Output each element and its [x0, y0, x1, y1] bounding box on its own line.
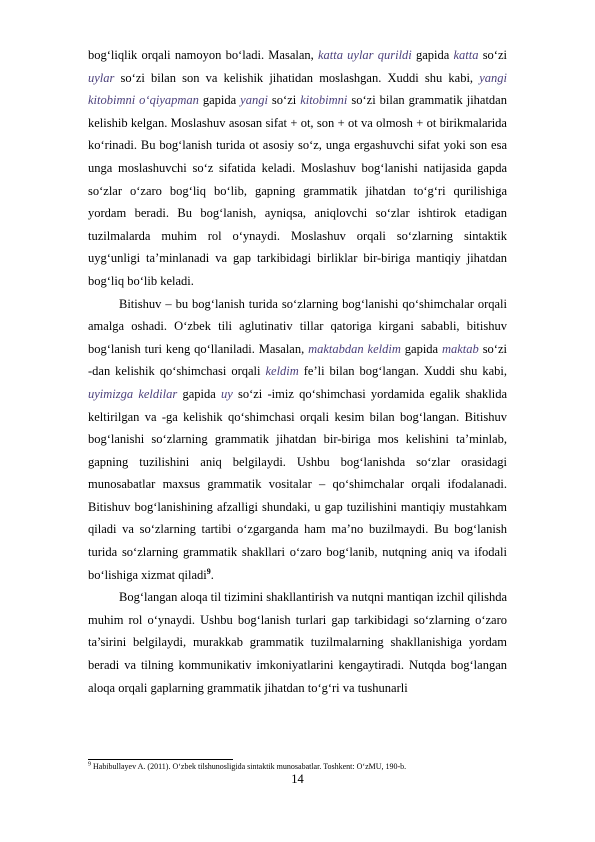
- example-word: keldim: [265, 364, 299, 379]
- text-run: Bog‘langan aloqa til tizimini shakllantirish va nutqni mantiqan izchil qilishda muhim rol o‘ynaydi. Ushbu bog‘lanish turlari gap tarkibidagi so‘zlarning o‘zaro ta’sirini belgilaydi, murakkab grammatik tuzilmalarning shakllanishiga yordam beradi va tilning kommunikativ imkoniyatlarini kengaytiradi. Nutqda bog‘langan aloqa orqali gaplarning grammatik jihatdan to‘g‘ri va tushunarli: [88, 590, 507, 695]
- text-run: bog‘liqlik orqali namoyon bo‘ladi. Masalan,: [88, 48, 318, 62]
- footnote-divider: [88, 759, 233, 760]
- text-run: Bitishuv – bu bog‘lanish turida so‘zlarning bog‘lanishi qo‘shimchalar orqali amalga oshadi. O‘zbek tili aglutinativ tillar qatoriga kirgani sababli, bitishuv bog‘lanish turi keng qo‘llaniladi. Masalan,: [88, 296, 507, 356]
- text-run: gapida: [177, 386, 221, 401]
- text-run: so‘zi -dan kelishik qo‘shimchasi orqali: [88, 341, 507, 379]
- footnote-reference[interactable]: 9: [206, 566, 211, 576]
- example-word: katta: [453, 48, 479, 62]
- example-phrase: yangi kitobimni o‘qiyapman: [88, 70, 507, 108]
- example-phrase: katta uylar qurildi: [317, 48, 412, 62]
- text-run: fe’li bilan bog‘langan. Xuddi shu kabi,: [298, 364, 508, 379]
- text-run: so‘zi: [478, 48, 507, 62]
- paragraph-bitishuv: [88, 293, 507, 587]
- example-word: uylar: [88, 70, 115, 85]
- text-run: so‘zi: [267, 93, 301, 108]
- example-word: kitobimni: [300, 93, 348, 108]
- example-phrase: uyimizga keldilar: [88, 386, 178, 401]
- paragraph-boglangan-aloqa: [88, 586, 507, 699]
- text-run: gapida: [198, 93, 241, 108]
- footnote-number: 9: [88, 761, 91, 768]
- page-number: 14: [291, 772, 304, 786]
- example-word: maktab: [441, 341, 479, 356]
- text-run: so‘zi -imiz qo‘shimchasi yordamida egalik shaklida keltirilgan va -ga kelishik qo‘shimchasi orqali kesim bilan bog‘langan. Bitishuv bog‘lanishi so‘zlarning grammatik jihatdan bir-biriga mos kelishini ta’minlab, gapning tuzilishini aniq belgilaydi. Ushbu bog‘lanishda so‘zlar orasidagi munosabatlar maxsus grammatik vositalar – qo‘shimchalar orqali ifodalanadi. Bitishuv bog‘lanishining afzalligi shundaki, u gap tuzilishini mantiqiy mustahkam qiladi va so‘zlarning tartibi o‘zgarganda ham ma’no buzilmaydi. Bu bog‘lanish turida so‘zlarning grammatik shakllari o‘zaro bog‘lanib, nutqning aniq va ifodali bo‘lishiga xizmat qiladi: [88, 386, 507, 582]
- text-run: gapida: [400, 341, 442, 356]
- text-run: so‘zi bilan grammatik jihatdan kelishib kelgan. Moslashuv asosan sifat + ot, son + ot va olmosh + ot birikmalarida ko‘rinadi. Bu bog‘lanish turida ot asosiy so‘z, unga ergashuvchi sifat yoki son esa unga moslashuvchi so‘z sifatida keladi. Moslashuv bog‘lanishi natijasida gapda so‘zlar o‘zaro bog‘liq bo‘lib, gapning grammatik jihatdan to‘g‘ri qurilishiga yordam beradi. Bu bog‘lanish, ayniqsa, aniqlovchi so‘zlar ishtirok etadigan tuzilmalarda muhim rol o‘ynaydi. Moslashuv orqali so‘zlarning sintaktik uyg‘unligi ta’minlanadi va gap tarkibidagi birliklar bir-biriga mantiqiy jihatdan bog‘liq bo‘lib keladi.: [88, 93, 507, 288]
- text-run: .: [210, 567, 214, 582]
- text-run: so‘zi bilan son va kelishik jihatidan moslashgan. Xuddi shu kabi,: [114, 70, 480, 85]
- body-text: [88, 44, 507, 699]
- text-run: gapida: [411, 48, 454, 62]
- example-word: yangi: [240, 93, 268, 108]
- example-word: uy: [220, 386, 233, 401]
- footnote-text: Habibullayev A. (2011). O‘zbek tilshunosligida sintaktik munosabatlar. Toshkent: O‘zMU, 190-b.: [91, 762, 407, 771]
- example-phrase: maktabdan keldim: [308, 341, 401, 356]
- paragraph-moslashuv-continued: [88, 44, 507, 293]
